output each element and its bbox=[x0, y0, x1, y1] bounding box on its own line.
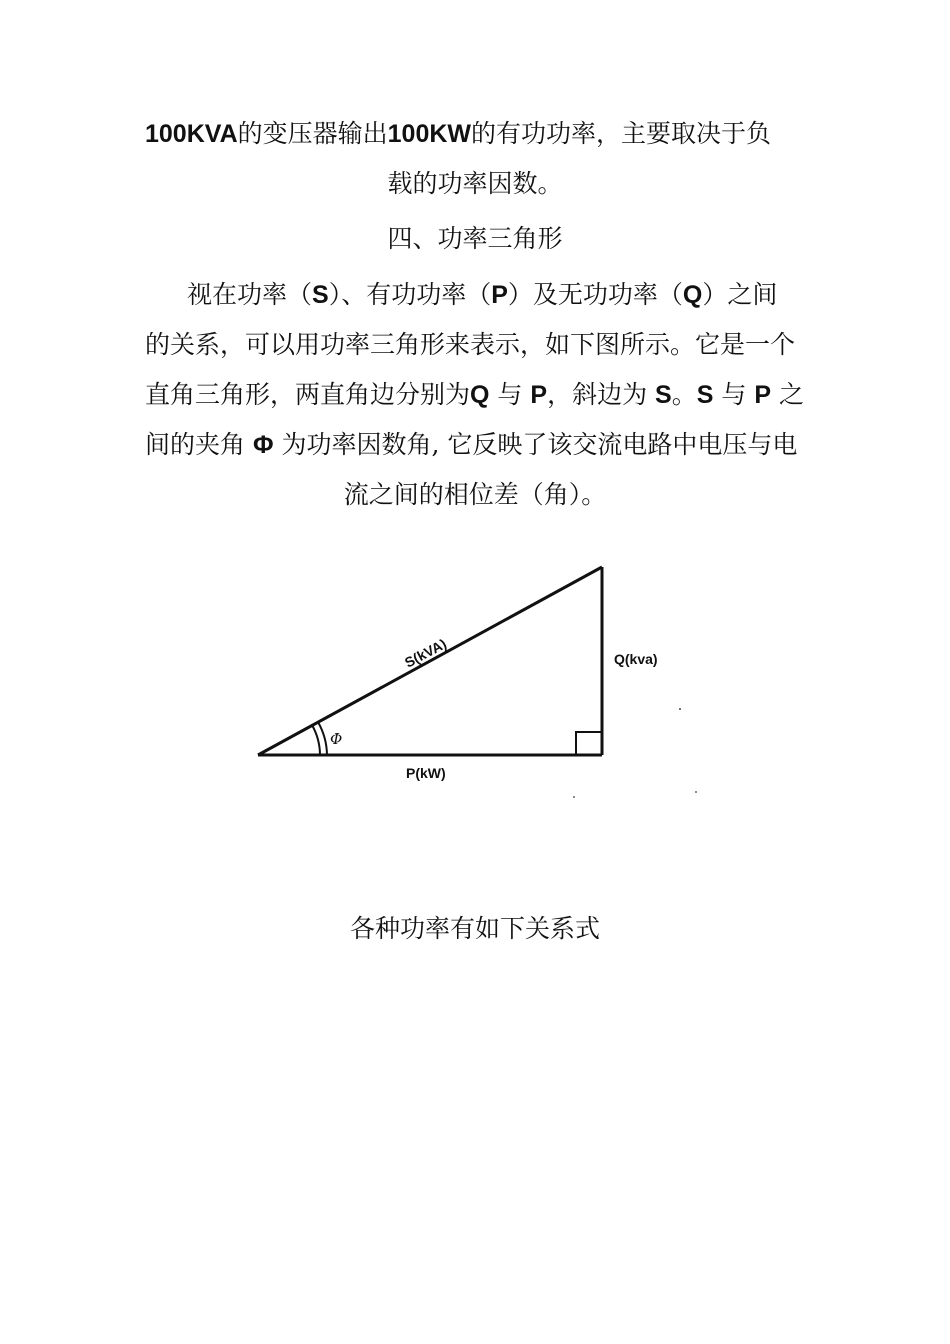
text-run: ，斜边为 bbox=[547, 380, 648, 409]
hypotenuse-label: S(kVA) bbox=[401, 635, 450, 671]
bold-term: 100KVA bbox=[145, 120, 238, 148]
text-run: 。 bbox=[671, 380, 697, 409]
bold-term: P bbox=[754, 381, 772, 409]
paragraph-line bbox=[145, 109, 805, 159]
text-run: ）、有功功率（ bbox=[328, 280, 492, 309]
bold-term: Q bbox=[682, 281, 703, 309]
vertical-label: Q(kva) bbox=[614, 651, 658, 667]
bold-term: S bbox=[655, 381, 672, 409]
text-run: ）及无功功率（ bbox=[507, 280, 683, 309]
paragraph-line: 载的功率因数。 bbox=[387, 169, 563, 198]
bold-term: P bbox=[491, 281, 508, 309]
text-run: 之 bbox=[779, 380, 805, 409]
hypotenuse-edge-s bbox=[258, 567, 602, 755]
text-run: ）之间 bbox=[702, 280, 778, 309]
section-heading: 四、功率三角形 bbox=[387, 224, 563, 253]
text-run: 与 bbox=[721, 380, 747, 409]
right-angle-marker bbox=[576, 732, 602, 755]
scan-speck bbox=[679, 708, 681, 710]
relationship-caption: 各种功率有如下关系式 bbox=[349, 914, 600, 943]
power-triangle-diagram bbox=[240, 550, 720, 810]
text-run: 视在功率（ bbox=[187, 280, 313, 309]
scan-speck bbox=[695, 791, 697, 793]
paragraph-line bbox=[145, 420, 805, 470]
text-run: 的有功功率，主要取决于负 bbox=[471, 119, 772, 148]
bold-term: Q bbox=[470, 381, 490, 409]
paragraph-line bbox=[145, 270, 805, 320]
text-run: 为功率因数角, 它反映了该交流电路中电压与电 bbox=[281, 430, 798, 459]
bold-term: Φ bbox=[252, 431, 274, 459]
base-label: P(kW) bbox=[406, 765, 446, 781]
paragraph-line: 流之间的相位差（角）。 bbox=[343, 480, 607, 509]
paragraph-power-triangle bbox=[145, 270, 805, 520]
power-triangle-figure bbox=[240, 550, 720, 810]
paragraph-transformer-output bbox=[145, 109, 805, 209]
angle-arc-inner bbox=[312, 725, 320, 755]
text-run: 间的夹角 bbox=[145, 430, 246, 459]
paragraph-line: 的关系，可以用功率三角形来表示，如下图所示。它是一个 bbox=[145, 330, 796, 359]
scan-speck bbox=[573, 796, 575, 798]
bold-term: S bbox=[312, 281, 329, 309]
bold-term: P bbox=[530, 381, 548, 409]
text-run: 与 bbox=[497, 380, 523, 409]
bold-term: 100KW bbox=[387, 120, 472, 148]
text-run: 的变压器输出 bbox=[237, 119, 388, 148]
bold-term: S bbox=[696, 381, 714, 409]
angle-phi-label: Φ bbox=[330, 730, 343, 748]
paragraph-line bbox=[145, 370, 805, 420]
text-run: 直角三角形，两直角边分别为 bbox=[145, 380, 471, 409]
